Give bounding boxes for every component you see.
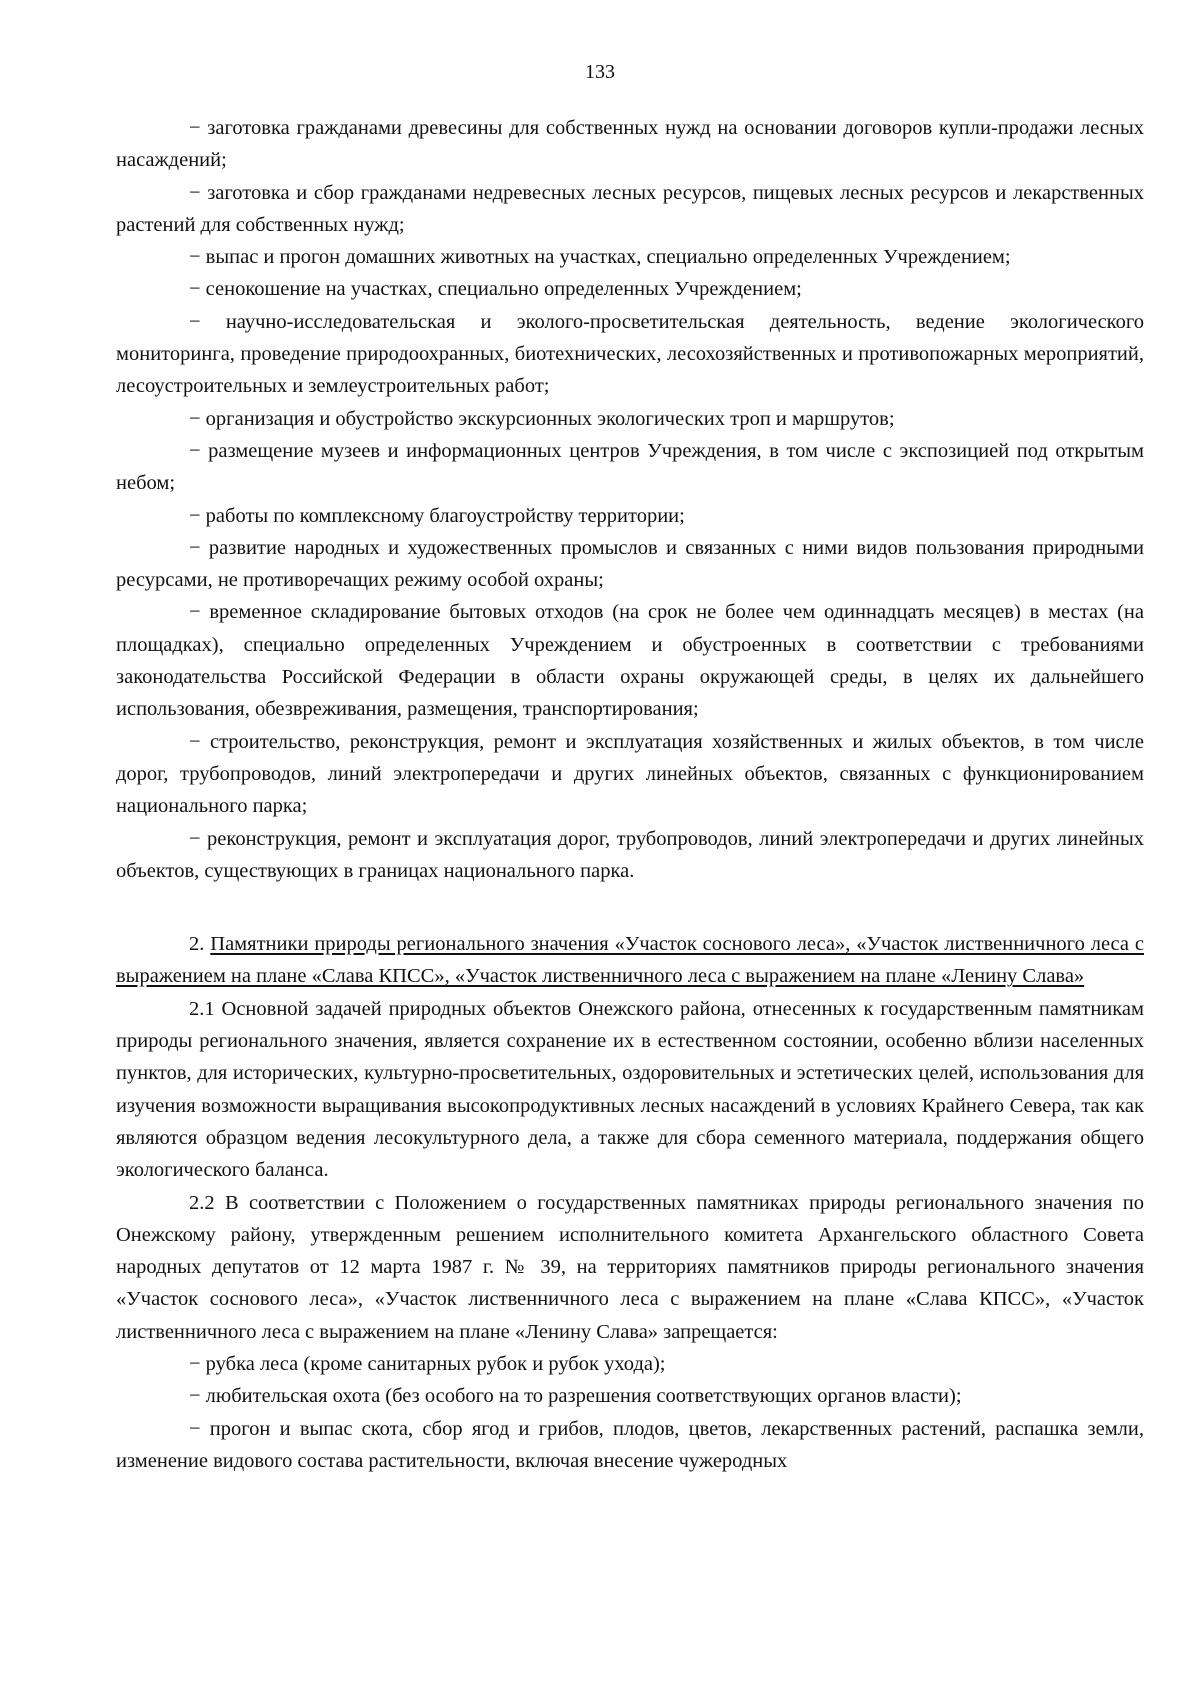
section-number: 2. — [189, 933, 205, 956]
section-spacer — [116, 887, 1144, 928]
page-number: 133 — [585, 61, 615, 83]
list-item: − научно-исследовательская и эколого-просветительская деятельность, ведение экологического мониторинга, проведение природоохранных, биотехнических, лесохозяйственных и противопожарных мероприятий, лесоустроительных и землеустроительных работ; — [116, 310, 1144, 398]
section-heading — [116, 928, 1144, 993]
list-item: − заготовка и сбор гражданами недревесных лесных ресурсов, пищевых лесных ресурсов и лекарственных растений для собственных нужд; — [116, 181, 1144, 236]
list-item: − заготовка гражданами древесины для собственных нужд на основании договоров купли-продажи лесных насаждений; — [116, 117, 1144, 172]
section-title: Памятники природы регионального значения «Участок соснового леса», «Участок лиственничного леса с выражением на плане «Слава КПСС», «Участок лиственничного леса с выражением на плане «Ленину Слава» — [116, 933, 1144, 988]
list-item: − работы по комплексному благоустройству территории; — [189, 504, 685, 527]
paragraph-2-1: 2.1 Основной задачей природных объектов Онежского района, отнесенных к государственным памятникам природы регионального значения, является сохранение их в естественном состоянии, особенно вблизи населенных пунктов, для исторических, культурно-просветительных, оздоровительных и эстетических целей, использования для изучения возможности выращивания высокопродуктивных лесных насаждений в условиях Крайнего Севера, так как являются образцом ведения лесокультурного дела, а также для сбора семенного материала, поддержания общего экологического баланса. — [116, 997, 1144, 1182]
list-item: − прогон и выпас скота, сбор ягод и грибов, плодов, цветов, лекарственных растений, распашка земли, изменение видового состава растительности, включая внесение чужеродных — [116, 1417, 1144, 1472]
list-item: − сенокошение на участках, специально определенных Учреждением; — [189, 278, 802, 301]
list-item: − временное складирование бытовых отходов (на срок не более чем одиннадцать месяцев) в местах (на площадках), специально определенных Учреждением и обустроенных в соответствии с требованиями законодательства Российской Федерации в области охраны окружающей среды, в целях их дальнейшего использования, обезвреживания, размещения, транспортирования; — [116, 601, 1144, 721]
list-item: − выпас и прогон домашних животных на участках, специально определенных Учреждением; — [189, 246, 1011, 269]
paragraph-2-2: 2.2 В соответствии с Положением о государственных памятниках природы регионального значения по Онежскому району, утвержденным решением исполнительного комитета Архангельского областного Совета народных депутатов от 12 марта 1987 г. № 39, на территориях памятников природы регионального значения «Участок соснового леса», «Участок лиственничного леса с выражением на плане «Слава КПСС», «Участок лиственничного леса с выражением на плане «Ленину Слава» запрещается: — [116, 1191, 1144, 1343]
list-item: − рубка леса (кроме санитарных рубок и рубок ухода); — [189, 1352, 666, 1375]
list-item: − размещение музеев и информационных центров Учреждения, в том числе с экспозицией под открытым небом; — [116, 439, 1144, 495]
list-item: − развитие народных и художественных промыслов и связанных с ними видов пользования природными ресурсами, не противоречащих режиму особой охраны; — [116, 536, 1144, 592]
list-item: − организация и обустройство экскурсионных экологических троп и маршрутов; — [189, 407, 895, 430]
list-item: − любительская охота (без особого на то разрешения соответствующих органов власти); — [189, 1385, 962, 1408]
document-body — [116, 112, 1144, 1477]
list-item: − реконструкция, ремонт и эксплуатация дорог, трубопроводов, линий электропередачи и других линейных объектов, существующих в границах национального парка. — [116, 827, 1144, 882]
list-item: − строительство, реконструкция, ремонт и эксплуатация хозяйственных и жилых объектов, в том числе дорог, трубопроводов, линий электропередачи и других линейных объектов, связанных с функционированием национального парка; — [116, 730, 1144, 818]
